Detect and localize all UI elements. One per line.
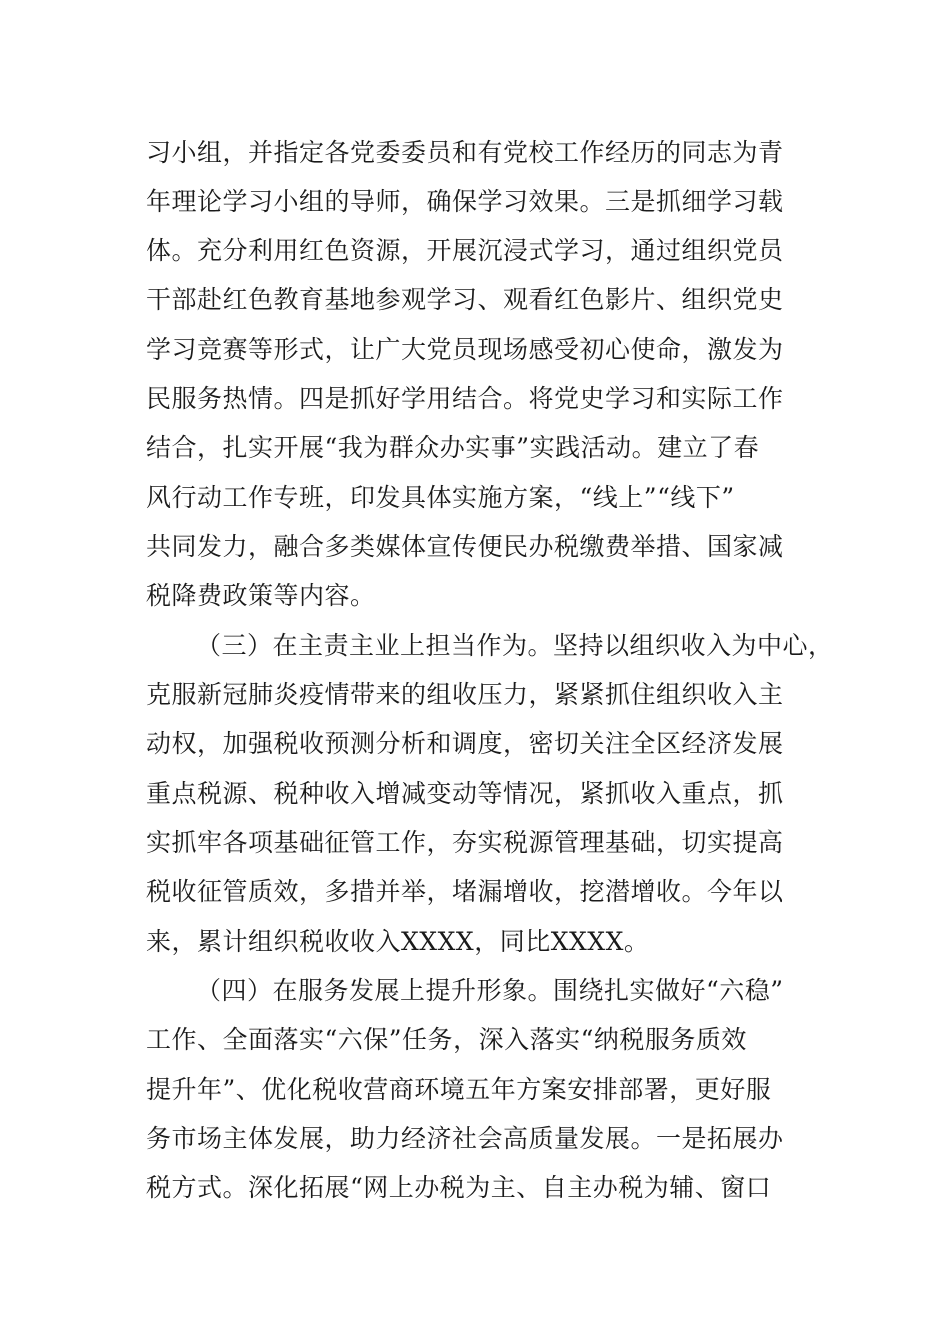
text-line: 来，累计组织税收收入XXXX，同比XXXX。 bbox=[146, 927, 650, 956]
text-line: 共同发力，融合多类媒体宣传便民办税缴费举措、国家减 bbox=[146, 532, 784, 561]
text-line: 税收征管质效，多措并举，堵漏增收，挖潜增收。今年以 bbox=[146, 877, 784, 906]
text-line: 风行动工作专班，印发具体实施方案，“线上”“线下” bbox=[146, 483, 735, 512]
text-line: 民服务热情。四是抓好学用结合。将党史学习和实际工作 bbox=[146, 384, 784, 413]
text-line: 年理论学习小组的导师，确保学习效果。三是抓细学习载 bbox=[146, 187, 784, 216]
paragraph-start-line: （三）在主责主业上担当作为。坚持以组织收入为中心， bbox=[196, 631, 834, 660]
paragraph-start-line: （四）在服务发展上提升形象。围绕扎实做好“六稳” bbox=[196, 976, 784, 1005]
text-line: 克服新冠肺炎疫情带来的组收压力，紧紧抓住组织收入主 bbox=[146, 680, 784, 709]
text-line: 结合，扎实开展“我为群众办实事”实践活动。建立了春 bbox=[146, 433, 760, 462]
text-line: 务市场主体发展，助力经济社会高质量发展。一是拓展办 bbox=[146, 1124, 784, 1153]
text-line: 体。充分利用红色资源，开展沉浸式学习，通过组织党员 bbox=[146, 236, 784, 265]
text-line: 习小组，并指定各党委委员和有党校工作经历的同志为青 bbox=[146, 138, 784, 167]
text-line: 干部赴红色教育基地参观学习、观看红色影片、组织党史 bbox=[146, 285, 784, 314]
text-line: 工作、全面落实“六保”任务，深入落实“纳税服务质效 bbox=[146, 1025, 747, 1054]
text-line: 实抓牢各项基础征管工作，夯实税源管理基础，切实提高 bbox=[146, 828, 784, 857]
text-line: 税降费政策等内容。 bbox=[146, 581, 376, 610]
text-line: 学习竞赛等形式，让广大党员现场感受初心使命，激发为 bbox=[146, 335, 784, 364]
text-line: 动权，加强税收预测分析和调度，密切关注全区经济发展 bbox=[146, 729, 784, 758]
text-line: 税方式。深化拓展“网上办税为主、自主办税为辅、窗口 bbox=[146, 1173, 772, 1202]
text-line: 提升年”、优化税收营商环境五年方案安排部署，更好服 bbox=[146, 1075, 772, 1104]
text-line: 重点税源、税种收入增减变动等情况，紧抓收入重点，抓 bbox=[146, 779, 784, 808]
